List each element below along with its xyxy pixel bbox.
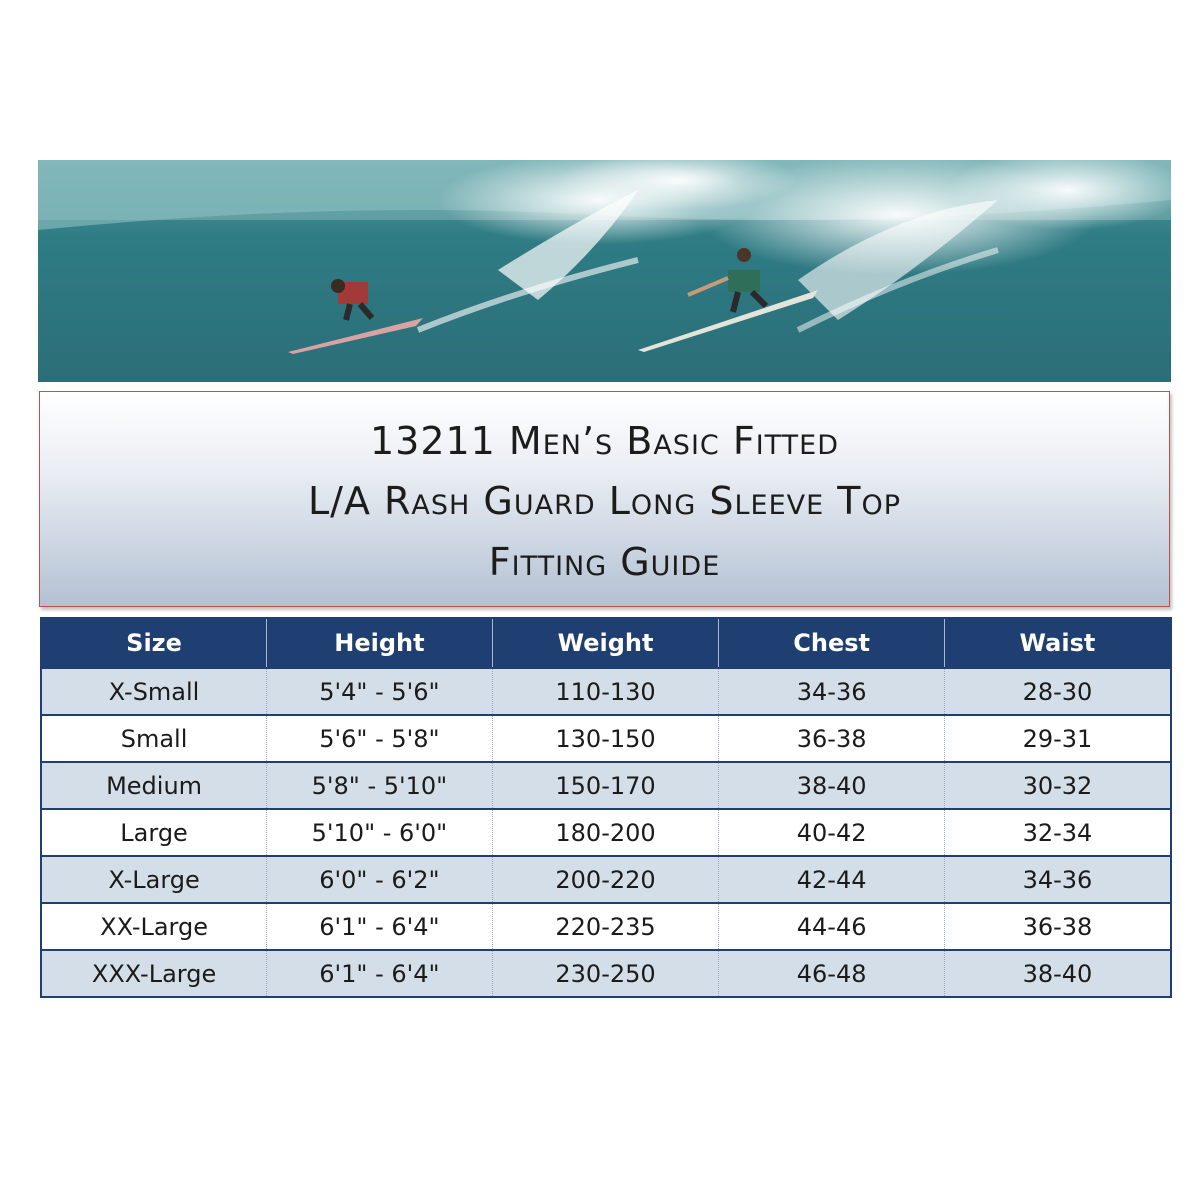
table-header-row: [41, 618, 1171, 668]
cell-size: XXX-Large: [41, 950, 267, 997]
cell-chest: 46-48: [719, 950, 945, 997]
cell-waist: 34-36: [944, 856, 1171, 903]
header-weight: Weight: [492, 618, 719, 668]
cell-chest: 34-36: [719, 668, 945, 715]
cell-chest: 38-40: [719, 762, 945, 809]
table-row: [41, 668, 1171, 715]
cell-size: Small: [41, 715, 267, 762]
cell-waist: 28-30: [944, 668, 1171, 715]
cell-height: 6'1" - 6'4": [267, 903, 493, 950]
cell-waist: 32-34: [944, 809, 1171, 856]
header-waist: Waist: [944, 618, 1171, 668]
cell-size: X-Small: [41, 668, 267, 715]
title-line-2: L/A Rash Guard Long Sleeve Top: [307, 479, 901, 523]
cell-height: 5'4" - 5'6": [267, 668, 493, 715]
header-chest: Chest: [719, 618, 945, 668]
header-size: Size: [41, 618, 267, 668]
table-row: [41, 903, 1171, 950]
header-height: Height: [267, 618, 493, 668]
cell-waist: 29-31: [944, 715, 1171, 762]
cell-height: 6'0" - 6'2": [267, 856, 493, 903]
title-box: [39, 391, 1170, 607]
cell-size: X-Large: [41, 856, 267, 903]
cell-weight: 230-250: [492, 950, 719, 997]
table-row: [41, 715, 1171, 762]
cell-chest: 36-38: [719, 715, 945, 762]
cell-weight: 220-235: [492, 903, 719, 950]
cell-weight: 180-200: [492, 809, 719, 856]
cell-weight: 150-170: [492, 762, 719, 809]
cell-chest: 42-44: [719, 856, 945, 903]
cell-height: 5'10" - 6'0": [267, 809, 493, 856]
cell-size: Medium: [41, 762, 267, 809]
surf-banner-image: [38, 160, 1171, 382]
cell-size: XX-Large: [41, 903, 267, 950]
cell-weight: 110-130: [492, 668, 719, 715]
cell-weight: 130-150: [492, 715, 719, 762]
cell-waist: 36-38: [944, 903, 1171, 950]
cell-size: Large: [41, 809, 267, 856]
cell-height: 5'8" - 5'10": [267, 762, 493, 809]
cell-chest: 40-42: [719, 809, 945, 856]
table-row: [41, 809, 1171, 856]
table-row: [41, 856, 1171, 903]
table-row: [41, 950, 1171, 997]
cell-waist: 38-40: [944, 950, 1171, 997]
table-row: [41, 762, 1171, 809]
title-line-3: Fitting Guide: [488, 540, 721, 584]
cell-height: 5'6" - 5'8": [267, 715, 493, 762]
title-line-1: 13211 Men’s Basic Fitted: [369, 419, 840, 463]
cell-waist: 30-32: [944, 762, 1171, 809]
size-chart-table: [40, 617, 1172, 998]
cell-height: 6'1" - 6'4": [267, 950, 493, 997]
cell-chest: 44-46: [719, 903, 945, 950]
cell-weight: 200-220: [492, 856, 719, 903]
